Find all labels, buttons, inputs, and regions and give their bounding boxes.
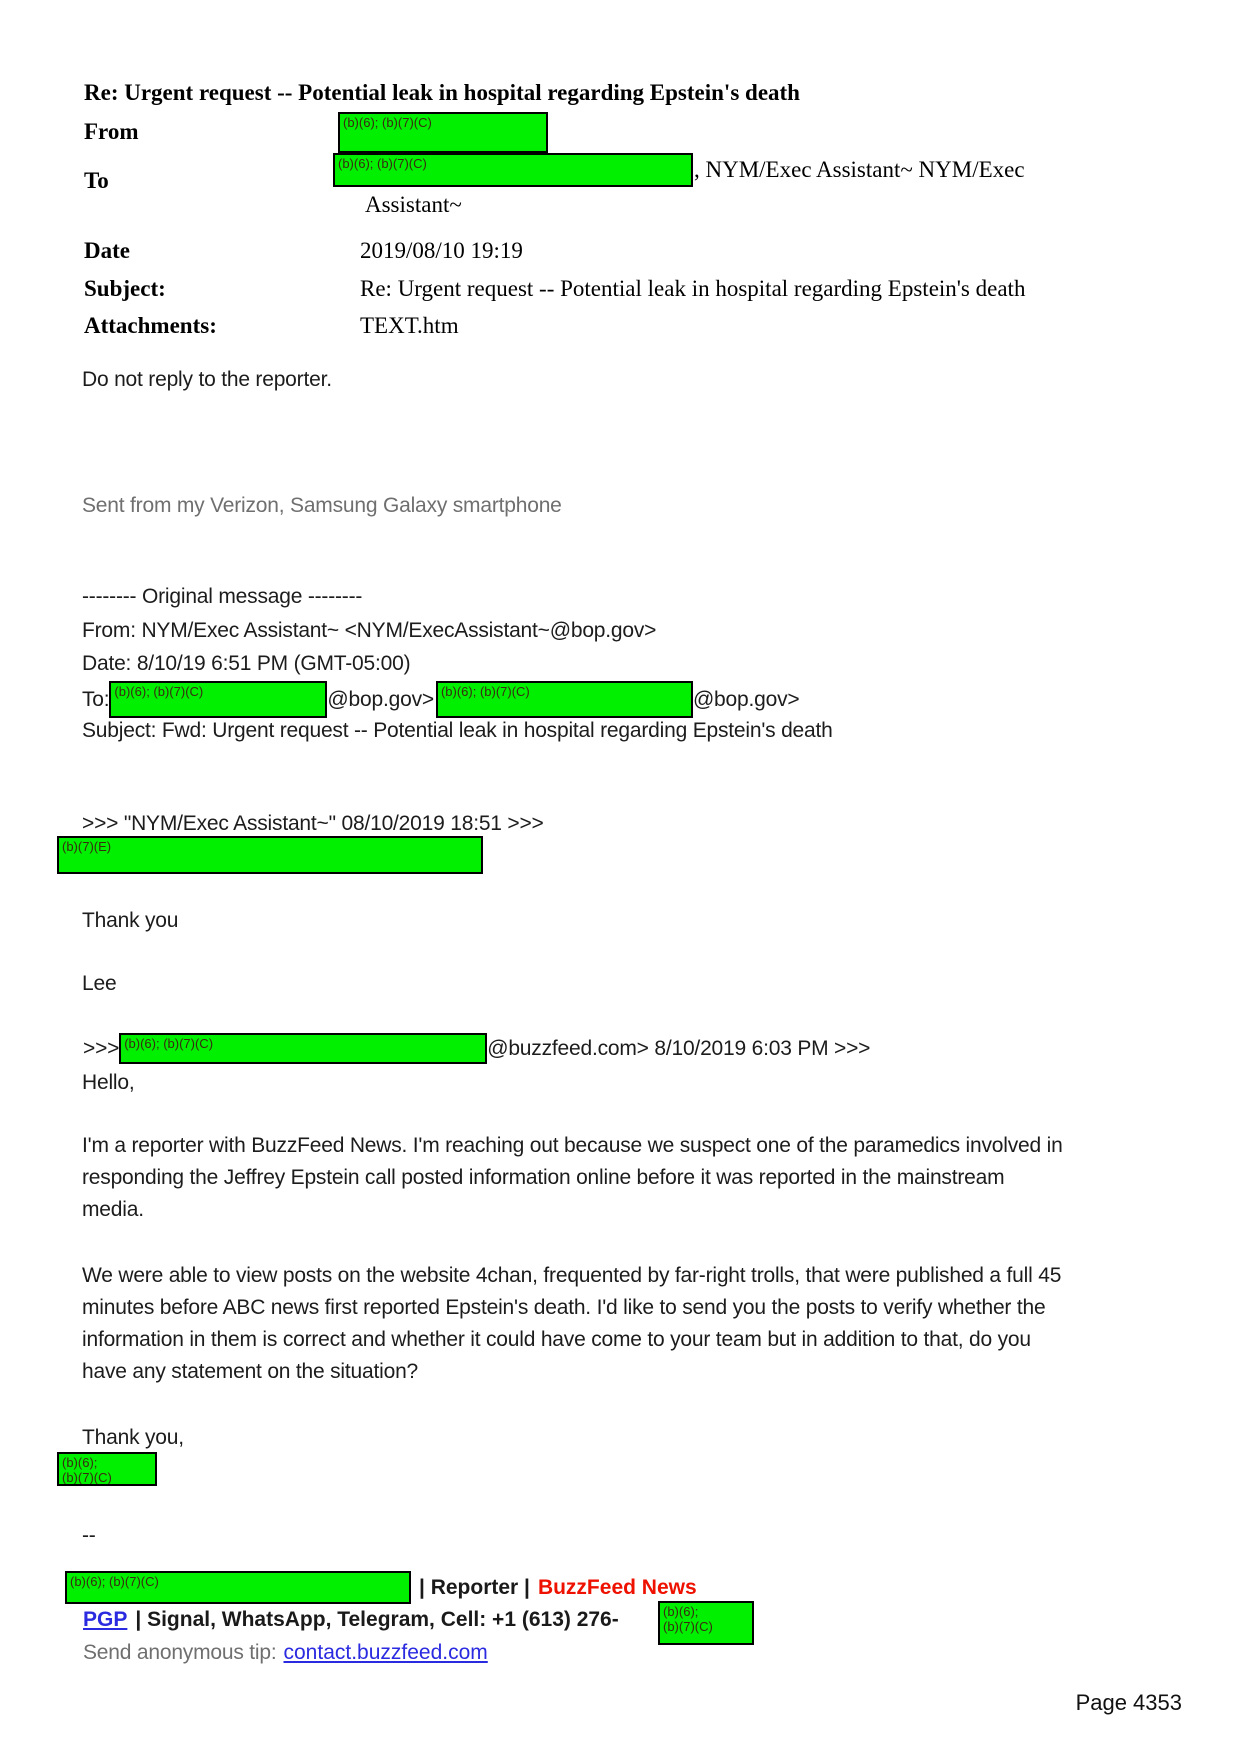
redaction-box-recipient-2 xyxy=(436,681,693,718)
original-to-line xyxy=(82,681,799,718)
subject-label: Subject: xyxy=(84,276,166,301)
signature-name-line xyxy=(65,1571,697,1604)
redaction-label: (b)(6); (b)(7)(C) xyxy=(124,1036,214,1051)
buzzfeed-brand: BuzzFeed News xyxy=(537,1575,697,1599)
redaction-label: (b)(7)(E) xyxy=(62,839,112,854)
redaction-label: (b)(7)(C) xyxy=(62,1470,112,1485)
reporter-segment: | Reporter | xyxy=(419,1575,530,1599)
redaction-box-from xyxy=(338,112,548,153)
quote2-prefix: >>> xyxy=(83,1036,120,1060)
redaction-box-to xyxy=(333,153,693,187)
original-date-line: Date: 8/10/19 6:51 PM (GMT-05:00) xyxy=(82,652,411,675)
contact-methods-text: | Signal, WhatsApp, Telegram, Cell: +1 (613) 276- xyxy=(135,1608,619,1631)
paragraph-2-line-3: information in them is correct and whether it could have come to your team but in addition to that, do you xyxy=(82,1328,1031,1351)
quote-header-exec-assistant: >>> "NYM/Exec Assistant~" 08/10/2019 18:51 >>> xyxy=(82,812,544,835)
original-to-label: To: xyxy=(82,687,110,711)
date-label: Date xyxy=(84,238,130,263)
paragraph-2 xyxy=(82,1260,1061,1388)
attachments-value: TEXT.htm xyxy=(360,313,459,338)
original-to-domain-2: @bop.gov> xyxy=(692,687,800,711)
redaction-label: (b)(6); (b)(7)(C) xyxy=(343,115,432,130)
redaction-box-b7e xyxy=(57,836,483,874)
paragraph-2-line-2: minutes before ABC news first reported Epstein's death. I'd like to send you the posts to verify whether the xyxy=(82,1296,1046,1319)
to-value-line1: , NYM/Exec Assistant~ NYM/Exec xyxy=(694,157,1025,182)
redaction-label: (b)(7)(C) xyxy=(663,1619,713,1634)
redaction-box-signature-name xyxy=(65,1571,411,1604)
page-number: Page 4353 xyxy=(1075,1690,1182,1715)
paragraph-1-line-2: responding the Jeffrey Epstein call posted information online before it was reported in the mainstream xyxy=(82,1166,1005,1189)
subject-value: Re: Urgent request -- Potential leak in hospital regarding Epstein's death xyxy=(360,276,1026,301)
paragraph-2-line-4: have any statement on the situation? xyxy=(82,1360,419,1383)
date-value: 2019/08/10 19:19 xyxy=(360,238,523,263)
paragraph-1-line-1: I'm a reporter with BuzzFeed News. I'm reaching out because we suspect one of the paramedics involved in xyxy=(82,1134,1063,1157)
tip-link[interactable]: contact.buzzfeed.com xyxy=(283,1641,488,1664)
quote2-suffix: @buzzfeed.com> 8/10/2019 6:03 PM >>> xyxy=(487,1036,871,1060)
redaction-label: (b)(6); (b)(7)(C) xyxy=(440,684,530,699)
to-label: To xyxy=(84,168,109,193)
pgp-link[interactable]: PGP xyxy=(83,1608,128,1631)
hello-text: Hello, xyxy=(82,1071,135,1094)
thank-you-closing: Thank you, xyxy=(82,1426,184,1449)
redaction-label: (b)(6); xyxy=(663,1604,699,1619)
tip-prefix: Send anonymous tip: xyxy=(83,1641,277,1664)
sent-from-text: Sent from my Verizon, Samsung Galaxy smartphone xyxy=(82,494,562,517)
redaction-label: (b)(6); (b)(7)(C) xyxy=(338,156,427,171)
redaction-box-sender-name xyxy=(57,1452,157,1486)
signature-contact-line xyxy=(83,1608,619,1632)
paragraph-1 xyxy=(82,1130,1063,1226)
original-message-divider: -------- Original message -------- xyxy=(82,585,363,608)
redaction-label: (b)(6); (b)(7)(C) xyxy=(114,684,204,699)
page-title: Re: Urgent request -- Potential leak in hospital regarding Epstein's death xyxy=(84,80,800,105)
attachments-label: Attachments: xyxy=(84,313,217,338)
anonymous-tip-line xyxy=(83,1641,488,1665)
redaction-box-recipient-1 xyxy=(109,681,327,718)
original-subject-line: Subject: Fwd: Urgent request -- Potential leak in hospital regarding Epstein's death xyxy=(82,719,833,742)
to-value-line2: Assistant~ xyxy=(365,192,462,217)
signoff-lee: Lee xyxy=(82,972,117,995)
quote-header-buzzfeed xyxy=(83,1033,870,1064)
original-from-line: From: NYM/Exec Assistant~ <NYM/ExecAssistant~@bop.gov> xyxy=(82,619,657,642)
redaction-box-reporter-email xyxy=(119,1033,487,1064)
signature-dashes: -- xyxy=(82,1524,96,1547)
from-label: From xyxy=(84,119,139,144)
paragraph-2-line-1: We were able to view posts on the website 4chan, frequented by far-right trolls, that were published a full 45 xyxy=(82,1264,1062,1287)
thank-you-text: Thank you xyxy=(82,909,179,932)
redaction-label: (b)(6); (b)(7)(C) xyxy=(70,1574,159,1589)
paragraph-1-line-3: media. xyxy=(82,1198,144,1221)
redaction-label: (b)(6); xyxy=(62,1455,98,1470)
do-not-reply-text: Do not reply to the reporter. xyxy=(82,368,332,391)
original-to-domain-1: @bop.gov> xyxy=(327,687,434,711)
redaction-box-phone xyxy=(658,1601,754,1645)
